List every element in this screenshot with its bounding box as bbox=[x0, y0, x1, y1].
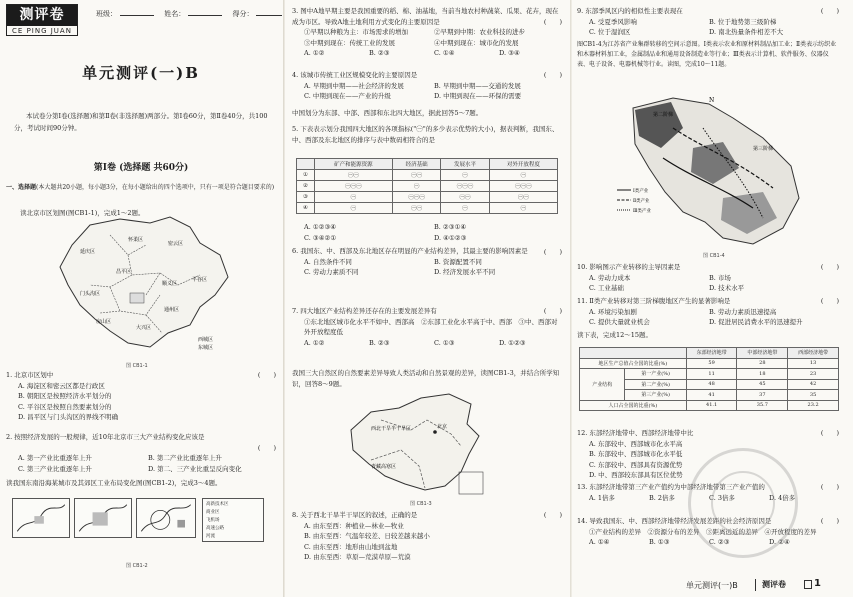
map-label-tongzhou: 通州区 bbox=[164, 307, 180, 313]
answer-paren: ( ) bbox=[820, 483, 839, 491]
map-label-northwest: 西北干旱半干旱区 bbox=[371, 426, 412, 432]
test-intro: 本试卷分第Ⅰ卷(选择题)和第Ⅱ卷(非选择题)两部分。第Ⅰ卷60分，第Ⅱ卷40分，共100分，考试时间90分钟。 bbox=[14, 112, 268, 132]
section-heading-label: 一、选择题 bbox=[6, 184, 37, 191]
question-14-answer-b: B. ①③ bbox=[649, 538, 670, 546]
table-cell: ㊀㊀㊀ bbox=[489, 181, 557, 192]
legend-item-hightech: 高新技术区 bbox=[206, 502, 229, 507]
question-13-option-c: C. 3倍多 bbox=[709, 493, 736, 502]
question-4-option-c: C. 中期到现在——产业的升级 bbox=[304, 92, 391, 100]
figure-caption-cb1-1: 图 CB1-1 bbox=[126, 363, 148, 369]
map-label-huairou: 怀柔区 bbox=[128, 237, 144, 243]
table-header-row bbox=[297, 159, 558, 170]
table-cell: ㊀ bbox=[441, 170, 489, 181]
page-fold bbox=[283, 0, 285, 597]
question-6-option-d: D. 经济发展水平不同 bbox=[434, 268, 496, 276]
question-3-answer-c: C. ①④ bbox=[434, 49, 455, 57]
section-heading bbox=[6, 183, 276, 192]
question-4-option-d: D. 中期到现在——环保的需要 bbox=[434, 92, 522, 100]
question-5-answers-row-1 bbox=[292, 222, 562, 233]
read-instruction-2: 读我国东南沿海某城市及其郊区工业布局变化图(图CB1-2)，完成3～4题。 bbox=[6, 479, 222, 487]
question-11 bbox=[577, 296, 839, 328]
question-9-option-a: A. 受夏季风影响 bbox=[589, 17, 637, 26]
table-cell: ㊀㊀ bbox=[392, 170, 440, 181]
question-11-text: 11. Ⅱ类产业转移对第三阶梯腹地区产生的显著影响是 bbox=[577, 297, 731, 305]
question-8 bbox=[292, 510, 562, 563]
answer-paren: ( ) bbox=[543, 307, 562, 315]
table-cell: ㊀㊀ bbox=[392, 203, 440, 214]
map-label-fangshan: 房山区 bbox=[96, 319, 112, 325]
table-cell: 45 bbox=[737, 379, 788, 390]
question-9-option-b: B. 位于地势第三级阶梯 bbox=[709, 17, 777, 26]
table-cell: ㊀㊀ bbox=[489, 192, 557, 203]
table-cell: ㊀ bbox=[441, 203, 489, 214]
question-2-paren-row bbox=[6, 443, 276, 454]
watermark-stamp-inner bbox=[711, 471, 775, 535]
question-10-option-d: D. 技术水平 bbox=[709, 284, 745, 292]
question-9-option-d: D. 南北热量条件相差不大 bbox=[709, 28, 784, 36]
question-7-answer-c: C. ①③ bbox=[434, 338, 455, 347]
question-14-answer-c: C. ②③ bbox=[709, 538, 730, 546]
figure-cb1-2 bbox=[12, 498, 274, 558]
table-cell: ㊀ bbox=[489, 203, 557, 214]
table-cell: ㊀ bbox=[392, 181, 440, 192]
question-5-text: 5. 下表表示划分我国四大地区的各项指标("㊀"的多少表示优势的大小)，据表判断，我国东、中、西部及东北地区的排序与表中数码相符合的是 bbox=[292, 125, 559, 144]
table-cell: 41 bbox=[686, 390, 737, 401]
table-cell: 第三产业(%) bbox=[625, 390, 686, 401]
answer-paren: ( ) bbox=[820, 297, 839, 305]
question-4-options-row-1 bbox=[292, 81, 562, 92]
question-3-answer-b: B. ②③ bbox=[369, 49, 390, 57]
legend-item-highway: 高速公路 bbox=[206, 526, 224, 531]
page-footer bbox=[600, 575, 853, 595]
part-1-title: 第Ⅰ卷 (选择题 共60分) bbox=[93, 163, 189, 173]
test-title: 单元测评(一)B bbox=[82, 64, 200, 82]
question-3-answers bbox=[292, 48, 562, 59]
question-1-option-b: B. 朝阳区是按照经济水平划分的 bbox=[18, 392, 112, 400]
question-1-stem bbox=[6, 370, 276, 381]
table-header-row bbox=[580, 348, 839, 359]
map-label-changping: 昌平区 bbox=[116, 269, 132, 275]
question-9 bbox=[577, 6, 839, 38]
question-11-options-row-1 bbox=[577, 307, 839, 318]
page-number: 1 bbox=[814, 578, 821, 589]
question-12-text: 12. 东部经济地带中、西部经济地带中比 bbox=[577, 429, 694, 437]
question-8-stem bbox=[292, 510, 562, 521]
question-13-option-b: B. 2倍多 bbox=[649, 493, 676, 502]
footer-series: 测评卷 bbox=[762, 580, 786, 589]
question-2 bbox=[6, 432, 276, 474]
figure-panel-middle bbox=[74, 498, 132, 538]
question-11-option-a: A. 环境污染加剧 bbox=[589, 307, 637, 316]
question-6-options-row-2 bbox=[292, 267, 562, 278]
question-9-text: 9. 东部季风区内的相似性主要表现在 bbox=[577, 7, 683, 15]
legend-industry-2: Ⅱ类产业 bbox=[633, 199, 650, 204]
table-header-cell bbox=[580, 348, 687, 359]
question-12-option-d: D. 中、西部较东部具有区位优势 bbox=[589, 471, 683, 479]
question-9-options-row-1 bbox=[577, 17, 839, 28]
question-1 bbox=[6, 370, 276, 423]
footer-test-label: 单元测评(一)B bbox=[686, 581, 738, 590]
question-7 bbox=[292, 306, 562, 348]
question-9-stem bbox=[577, 6, 839, 17]
question-1-text: 1. 北京市区划中 bbox=[6, 371, 54, 379]
class-field-blank bbox=[120, 8, 154, 16]
table-cell: 地区生产总值占全国的比重(%) bbox=[580, 358, 687, 369]
question-12-option-c: C. 东部较中、西部具有资源优势 bbox=[589, 460, 683, 469]
table-row bbox=[297, 170, 558, 181]
figure-caption-cb1-3: 图 CB1-3 bbox=[410, 501, 432, 507]
question-10-option-b: B. 市场 bbox=[709, 273, 731, 282]
question-3-statement-1: ①早期以种粮为主：市场需求的增加 bbox=[304, 28, 408, 36]
answer-paren: ( ) bbox=[257, 371, 276, 379]
read-instruction-1: 读北京市区划图(图CB1-1)，完成1～2题。 bbox=[20, 209, 145, 217]
question-8-option-d: D. 由东至西：草原—荒漠草原—荒漠 bbox=[304, 553, 411, 561]
question-11-stem bbox=[577, 296, 839, 307]
question-2-options-row-1 bbox=[6, 453, 276, 464]
question-4-option-a: A. 早期到中期——社会经济的发展 bbox=[304, 81, 404, 90]
map-label-mentougou: 门头沟区 bbox=[80, 291, 101, 297]
table-cell: 第二产业(%) bbox=[625, 379, 686, 390]
name-field-label: 姓名： bbox=[164, 10, 186, 18]
question-10-option-c: C. 工业基础 bbox=[589, 284, 624, 292]
table-cell: 人口占全国的比重(%) bbox=[580, 400, 687, 411]
question-6-options-row-1 bbox=[292, 257, 562, 268]
brand-name: 测评卷 bbox=[7, 5, 77, 26]
question-2-option-d: D. 第二、三产业比重呈反向变化 bbox=[148, 464, 242, 473]
question-3-answer-a: A. ①② bbox=[304, 49, 325, 57]
table-cell: 产业结构 bbox=[580, 369, 625, 401]
table-cell: 28 bbox=[737, 358, 788, 369]
question-10-text: 10. 影响图示产业转移的主导因素是 bbox=[577, 263, 681, 271]
question-6-text: 6. 我国东、中、西部及东北地区存在明显的产业结构差异，其最主要的影响因素是 bbox=[292, 247, 528, 255]
table-cell: ③ bbox=[297, 192, 315, 203]
map-label-daxing: 大兴区 bbox=[136, 325, 152, 331]
legend-item-river: 河流 bbox=[206, 534, 215, 539]
table-cell: 11 bbox=[686, 369, 737, 380]
column-divider bbox=[570, 0, 572, 597]
question-9-option-c: C. 位于湿润区 bbox=[589, 28, 631, 36]
figure-panel-early bbox=[12, 498, 70, 538]
question-3-statement-3: ③中期到现在：传统工业的发展 bbox=[304, 38, 395, 47]
question-7-answer-b: B. ②③ bbox=[369, 338, 390, 347]
answer-paren: ( ) bbox=[820, 517, 839, 525]
figure-legend bbox=[202, 498, 264, 542]
question-7-answers bbox=[292, 338, 562, 349]
question-12-option-a: A. 东部较中、西部城市化水平高 bbox=[589, 439, 683, 448]
table-header-cell bbox=[297, 159, 315, 170]
question-11-option-b: B. 劳动力素质迅速提高 bbox=[709, 307, 777, 316]
figure-caption-cb1-4: 图 CB1-4 bbox=[703, 253, 725, 259]
question-7-answer-d: D. ①②③ bbox=[499, 338, 526, 347]
region-indicator-table bbox=[296, 158, 558, 214]
figure-caption-cb1-2: 图 CB1-2 bbox=[126, 563, 148, 569]
score-field-blank bbox=[256, 8, 282, 16]
question-1-option-c: C. 平谷区是按照自然要素划分的 bbox=[18, 402, 112, 411]
map-label-pinggu: 平谷区 bbox=[192, 277, 208, 283]
question-5-answer-c: C. ③④②① bbox=[304, 233, 337, 242]
map-label-shunyi: 顺义区 bbox=[162, 281, 178, 287]
table-cell: ㊀㊀ bbox=[314, 170, 392, 181]
question-6-option-a: A. 自然条件不同 bbox=[304, 257, 352, 266]
question-1-option-d: D. 昌平区与门头沟区的界线不明确 bbox=[18, 413, 119, 421]
section-heading-desc: (本大题共20小题，每小题3分，在每小题给出的四个选项中，只有一项是符合题目要求的) bbox=[36, 184, 275, 191]
question-6-option-b: B. 资源配置不同 bbox=[434, 257, 482, 266]
question-4-option-b: B. 早期到中期——交通的发展 bbox=[434, 81, 521, 90]
legend-industry-1: Ⅰ类产业 bbox=[633, 189, 649, 194]
table-header-cell: 西部经济地带 bbox=[788, 348, 839, 359]
score-field-label: 得分： bbox=[232, 10, 254, 18]
legend-industry-3: Ⅲ类产业 bbox=[633, 209, 651, 214]
table-row bbox=[580, 400, 839, 411]
question-8-option-b: B. 由东至西：气温年较差、日较差越来越小 bbox=[304, 532, 430, 540]
question-3 bbox=[292, 6, 562, 59]
table-cell: ㊀㊀㊀ bbox=[441, 181, 489, 192]
table-cell: ④ bbox=[297, 203, 315, 214]
question-4-stem bbox=[292, 70, 562, 81]
question-10 bbox=[577, 262, 839, 294]
question-10-options-row-2 bbox=[577, 283, 839, 294]
question-2-option-c: C. 第三产业比重逐年上升 bbox=[18, 464, 92, 473]
table-header-cell: 发展水平 bbox=[441, 159, 489, 170]
table-cell: 35.7 bbox=[737, 400, 788, 411]
question-7-statements: ①东北地区城市化水平不如中、西部高 ②东部工业化水平高于中、西部 ③中、西部对外开放程度低 bbox=[304, 317, 558, 336]
column-1 bbox=[0, 0, 282, 597]
answer-paren: ( ) bbox=[543, 18, 562, 26]
table-row bbox=[580, 358, 839, 369]
map-label-yanqing: 延庆区 bbox=[80, 249, 96, 255]
table-row bbox=[297, 203, 558, 214]
map-label-xicheng: 西城区 bbox=[198, 337, 214, 343]
answer-paren: ( ) bbox=[543, 511, 562, 519]
answer-paren: ( ) bbox=[820, 429, 839, 437]
question-11-options-row-2 bbox=[577, 317, 839, 328]
question-4-options-row-2 bbox=[292, 91, 562, 102]
question-5-answer-a: A. ①②③④ bbox=[304, 223, 337, 231]
figure-panel-now bbox=[136, 498, 196, 538]
question-3-text: 3. 图中A地早期主要是我国重要的稻、棉、油基地，当前当地农村种蔬菜、瓜果、花卉，现在成为市区。导致A地土地利用方式变化的主要原因是 bbox=[292, 7, 559, 26]
question-8-option-a: A. 由东至西：种植业—林业—牧业 bbox=[304, 521, 404, 530]
table-cell: 37 bbox=[737, 390, 788, 401]
name-field-blank bbox=[188, 8, 222, 16]
question-3-statements-row-1 bbox=[292, 27, 562, 38]
page-icon bbox=[804, 580, 812, 589]
question-12-option-b: B. 东部较中、西部城市化水平低 bbox=[589, 450, 683, 458]
question-2-option-a: A. 第一产业比重逐年上升 bbox=[18, 454, 92, 462]
question-10-stem bbox=[577, 262, 839, 273]
question-10-options-row-1 bbox=[577, 273, 839, 284]
table-cell: ㊀ bbox=[314, 203, 392, 214]
table-cell: ㊀㊀㊀ bbox=[392, 192, 440, 203]
economic-zone-table bbox=[579, 347, 839, 411]
watermark-stamp bbox=[688, 448, 798, 558]
class-field-label: 班级： bbox=[96, 10, 117, 18]
table-cell: 35 bbox=[788, 390, 839, 401]
china-natural-regions-map bbox=[341, 390, 491, 500]
question-3-statements-row-2 bbox=[292, 38, 562, 49]
question-7-answer-a: A. ①② bbox=[304, 338, 325, 347]
table-cell: 23.2 bbox=[788, 400, 839, 411]
question-5-answers bbox=[292, 222, 562, 243]
answer-paren: ( ) bbox=[820, 7, 839, 15]
question-9-options-row-2 bbox=[577, 27, 839, 38]
map-label-miyun: 密云区 bbox=[168, 241, 184, 247]
table-header-cell: 东部经济地带 bbox=[686, 348, 737, 359]
answer-paren: ( ) bbox=[257, 443, 276, 452]
student-info-row bbox=[96, 8, 282, 19]
table-row bbox=[580, 369, 839, 380]
table-cell: 18 bbox=[737, 369, 788, 380]
table-cell: 第一产业(%) bbox=[625, 369, 686, 380]
table-header-cell: 矿产和能源资源 bbox=[314, 159, 392, 170]
question-14-answer-a: A. ①④ bbox=[589, 538, 610, 546]
read-instruction-4: 我国三大自然区的自然要素差异导致人类活动和自然景观的差异，读图CB1-3，并结合所学知识，回答8～9题。 bbox=[292, 369, 560, 388]
map-label-dongcheng: 东城区 bbox=[198, 345, 214, 351]
table-cell: ㊀ bbox=[314, 192, 392, 203]
table-cell: ㊀ bbox=[489, 170, 557, 181]
map-label-step-2: 第二阶梯 bbox=[653, 112, 674, 118]
question-7-text: 7. 四大地区产业结构差异还存在的主要发展差异有 bbox=[292, 307, 437, 315]
question-5-answer-b: B. ②③①④ bbox=[434, 223, 467, 231]
question-14-text: 14. 导致我国东、中、西部经济地带经济发展差距的社会经济原因是 bbox=[577, 517, 772, 525]
answer-paren: ( ) bbox=[543, 247, 562, 256]
answer-paren: ( ) bbox=[543, 71, 562, 79]
question-3-statement-2: ②早期到中期：农业科技的进步 bbox=[434, 28, 525, 36]
column-2 bbox=[286, 0, 569, 597]
question-5-answers-row-2 bbox=[292, 233, 562, 244]
read-instruction-5: 图CB1-4为江苏省产业集群转移的空间示意图。Ⅰ类表示农业和原材料制品加工业；Ⅱ类表示纺织业和木器材料加工业，金属制品业和通用设备制造业等行业；Ⅲ类表示计算机、软件服务、仪器仪表、电子设备、电器机械等行业。读图，完成10～11题。 bbox=[577, 41, 837, 68]
question-13-option-a: A. 1倍多 bbox=[589, 493, 615, 502]
table-cell: ㊀㊀ bbox=[441, 192, 489, 203]
question-4 bbox=[292, 70, 562, 102]
question-6-option-c: C. 劳动力素质不同 bbox=[304, 268, 359, 276]
question-13-text: 13. 东部经济地带第三产业产值约为中部经济地带第三产业产值的 bbox=[577, 483, 765, 491]
table-cell: ② bbox=[297, 181, 315, 192]
question-3-answer-d: D. ③④ bbox=[499, 49, 520, 57]
brand-logo bbox=[6, 4, 78, 36]
question-8-option-c: C. 由东至西：地形由山地到盆地 bbox=[304, 542, 398, 551]
map-label-step-3: 第三阶梯 bbox=[753, 146, 774, 152]
read-instruction-6: 读下表，完成12～15题。 bbox=[577, 331, 653, 339]
table-cell: ㊀㊀㊀ bbox=[314, 181, 392, 192]
map-label-qingzang: 青藏高寒区 bbox=[371, 464, 397, 470]
legend-item-airport: 飞机场 bbox=[206, 518, 220, 523]
question-14-statements: ①产业结构的差异 ②资源分布的差异 ③距离远近的差异 ④开放程度的差异 bbox=[589, 527, 817, 536]
answer-paren: ( ) bbox=[820, 263, 839, 271]
table-cell: 13 bbox=[788, 358, 839, 369]
jiangsu-industry-shift-map bbox=[613, 88, 809, 250]
table-cell: 23 bbox=[788, 369, 839, 380]
question-2-option-b: B. 第二产业比重逐年上升 bbox=[148, 454, 222, 462]
read-instruction-3: 中国划分为东部、中部、西部和东北四大地区，据此回答5～7题。 bbox=[292, 109, 483, 117]
table-header-cell: 经济基础 bbox=[392, 159, 440, 170]
table-row bbox=[297, 192, 558, 203]
map-label-beijing: 北京 bbox=[437, 424, 448, 430]
question-2-options-row-2 bbox=[6, 464, 276, 475]
question-13-option-d: D. 4倍多 bbox=[769, 493, 796, 502]
question-6 bbox=[292, 246, 562, 278]
question-11-option-d: D. 促进居民消费水平的迅速提升 bbox=[709, 318, 803, 326]
table-cell: ① bbox=[297, 170, 315, 181]
table-cell: 41.1 bbox=[686, 400, 737, 411]
table-row bbox=[297, 181, 558, 192]
question-11-option-c: C. 提供大量就业机会 bbox=[589, 318, 650, 326]
question-8-text: 8. 关于西北干旱半干旱区的叙述，正确的是 bbox=[292, 511, 418, 519]
compass-north: N bbox=[709, 97, 715, 104]
question-12-stem bbox=[577, 428, 839, 439]
question-5 bbox=[292, 124, 562, 145]
question-10-option-a: A. 劳动力成本 bbox=[589, 273, 631, 282]
question-5-answer-d: D. ④①②③ bbox=[434, 233, 467, 242]
question-2-text: 2. 按照经济发展的一般规律，近10年北京市三大产业结构变化应该是 bbox=[6, 433, 205, 441]
shift-map-legend bbox=[617, 187, 651, 214]
question-3-statement-4: ④中期到现在：城市化的发展 bbox=[434, 38, 519, 47]
question-4-text: 4. 该城市传统工业区规模变化的主要原因是 bbox=[292, 71, 418, 79]
table-header-cell: 对外开放程度 bbox=[489, 159, 557, 170]
question-14-answer-d: D. ②④ bbox=[769, 538, 790, 546]
legend-item-commercial: 商业区 bbox=[206, 510, 220, 515]
table-cell: 48 bbox=[686, 379, 737, 390]
beijing-district-map bbox=[50, 215, 235, 357]
table-header-cell: 中部经济地带 bbox=[737, 348, 788, 359]
question-1-option-a: A. 海淀区和密云区都是行政区 bbox=[18, 381, 105, 390]
table-cell: 42 bbox=[788, 379, 839, 390]
footer-separator bbox=[755, 579, 756, 591]
question-7-stem bbox=[292, 306, 562, 317]
table-cell: 59 bbox=[686, 358, 737, 369]
brand-subtitle: CE PING JUAN bbox=[12, 27, 72, 35]
